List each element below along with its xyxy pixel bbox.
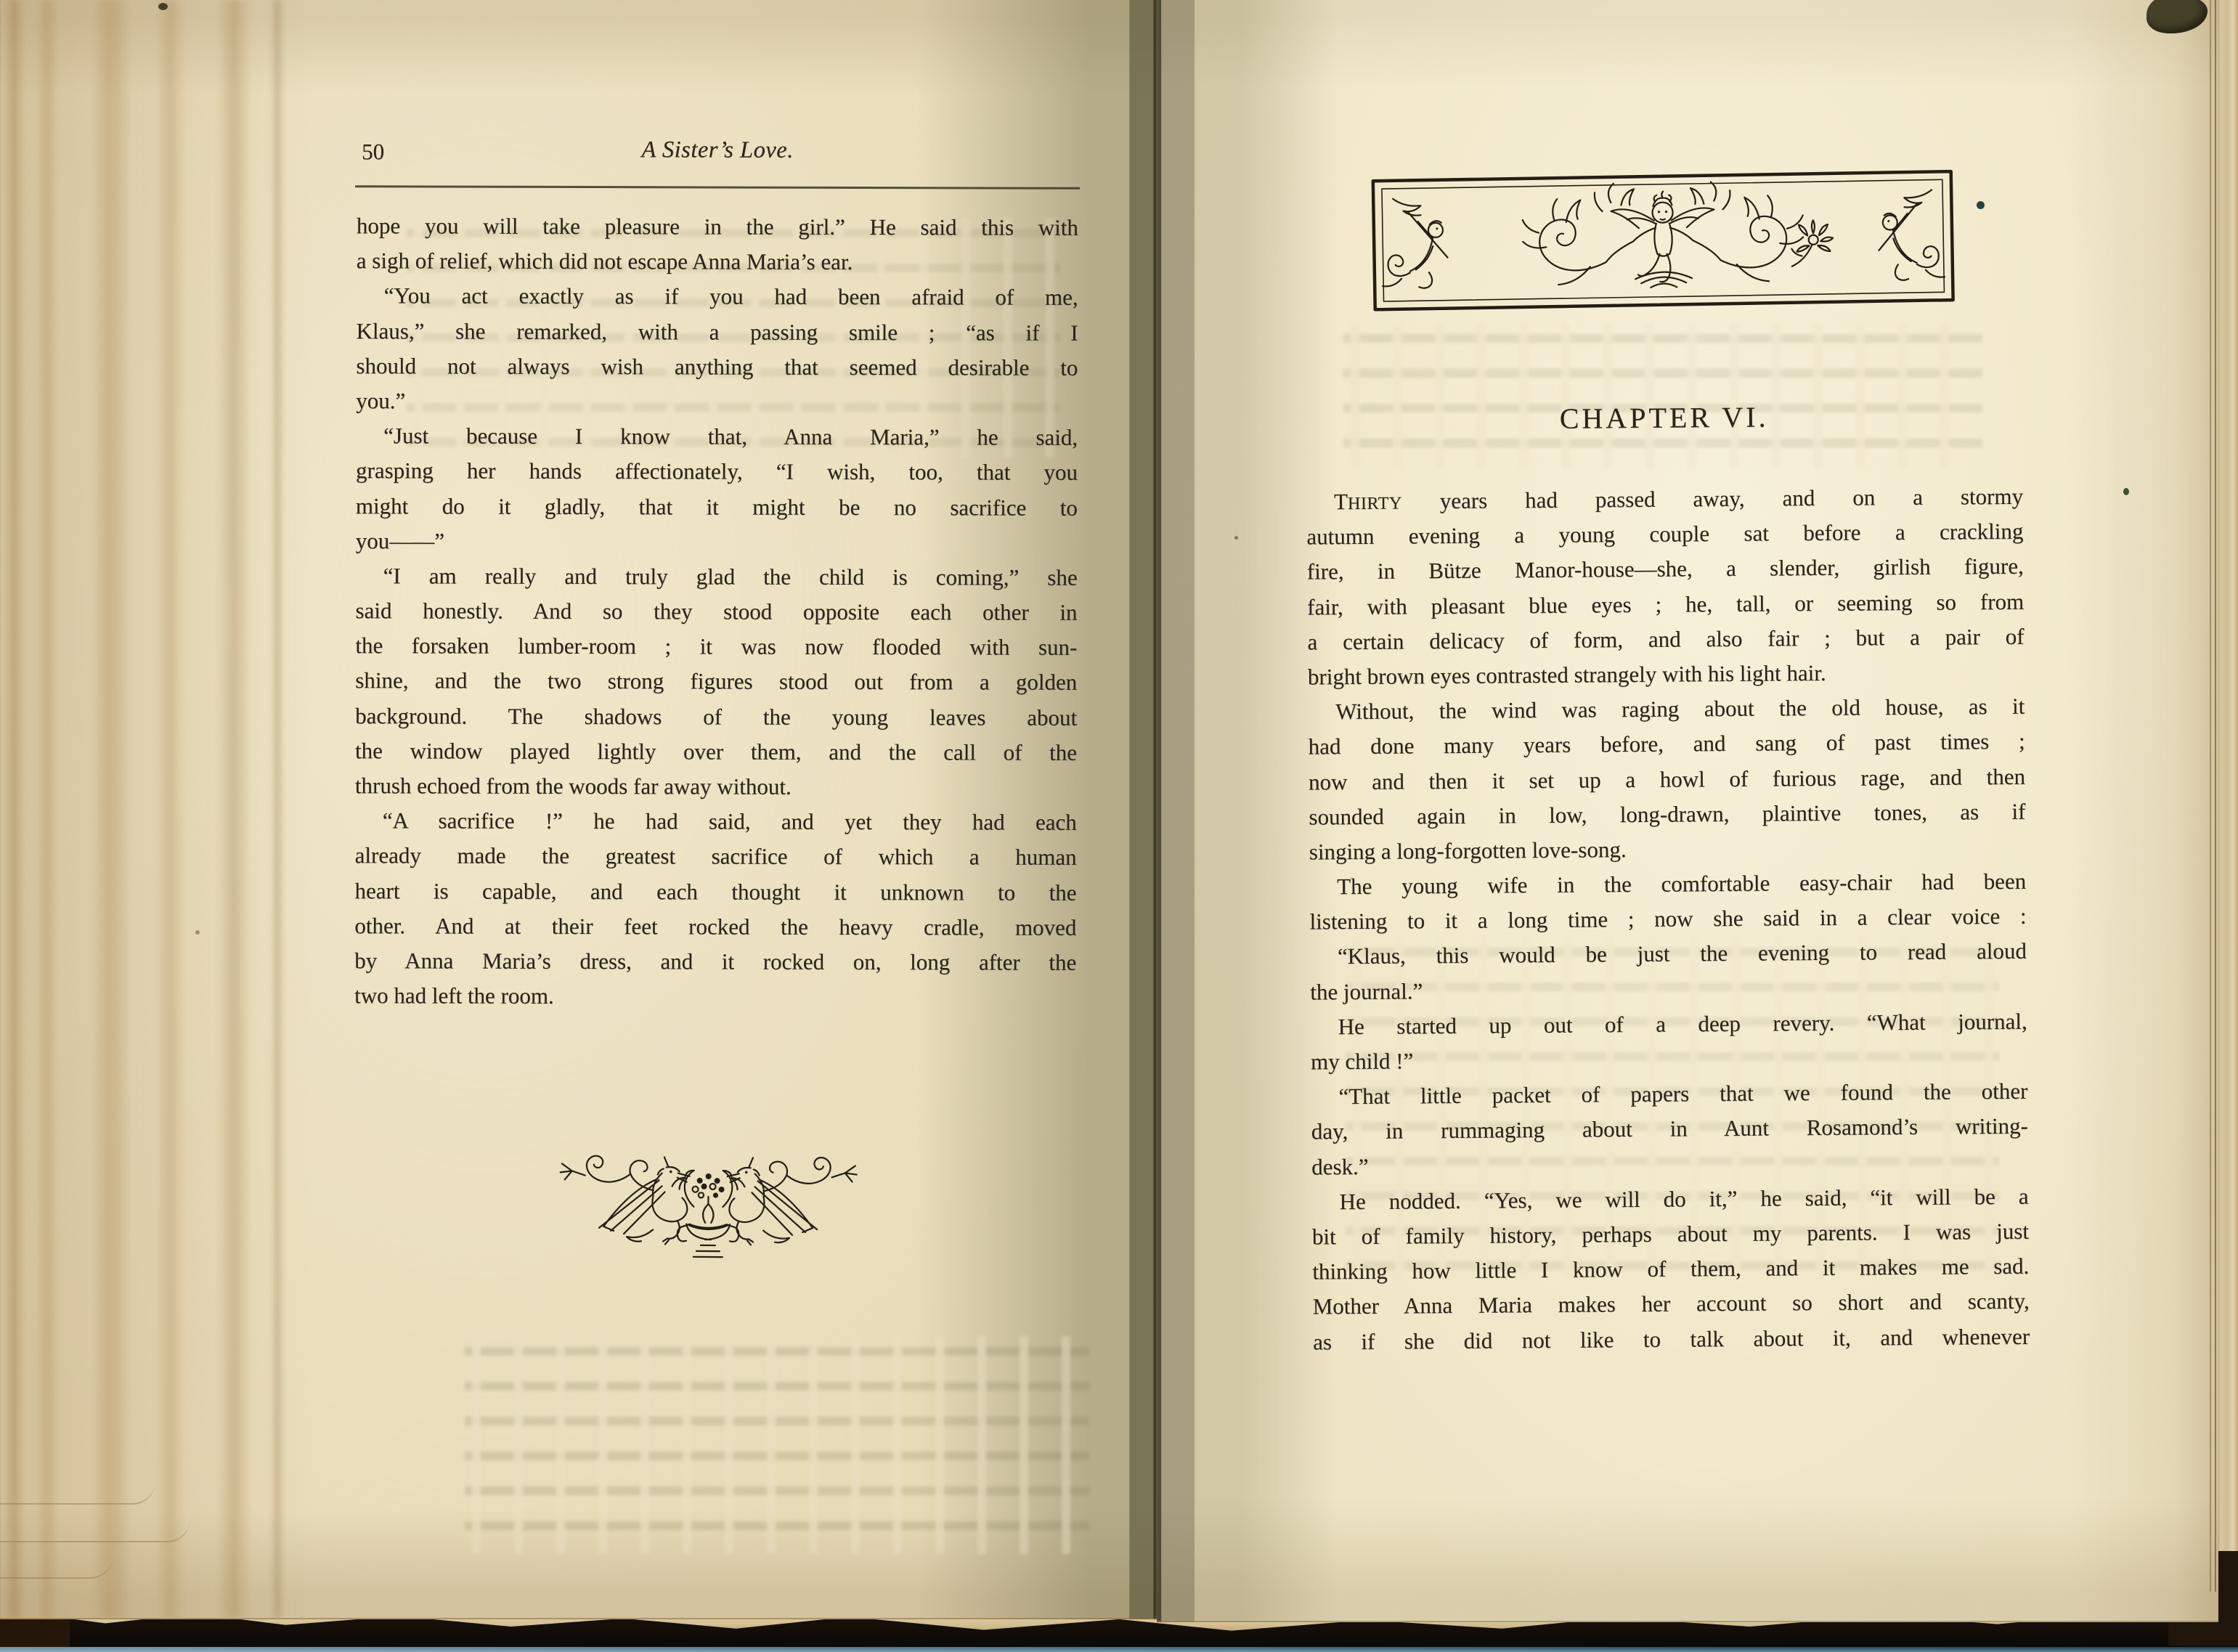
right-page (1157, 0, 2218, 1622)
text-line: said honestly. And so they stood opposite each other in (355, 598, 1078, 625)
page-number: 50 (362, 139, 385, 165)
paper-speck (158, 3, 168, 10)
header-rule (355, 185, 1080, 190)
text-line: “You act exactly as if you had been afraid of me, (383, 282, 1078, 311)
text-line: Klaus,” she remarked, with a passing smile ; “as if I (356, 317, 1078, 346)
text-line: “Klaus, this would be just the evening to read aloud (1337, 938, 2027, 969)
text-line: bright brown eyes contrasted strangely with his light hair. (1307, 659, 1826, 690)
text-line: might do it gladly, that it might be no sacrifice to (355, 492, 1078, 521)
text-line: fire, in Bütze Manor-house—she, a slender, girlish figure, (1306, 553, 2024, 585)
text-line: singing a long-forgotten love-song. (1309, 836, 1627, 865)
text-line: you——” (355, 527, 445, 554)
running-head: A Sister’s Love. (641, 137, 794, 163)
text-line: thrush echoed from the woods far away without. (354, 773, 792, 799)
text-line: “That little packet of papers that we found the other (1338, 1078, 2028, 1110)
text-line: sounded again in low, long-drawn, plaintive tones, as if (1309, 798, 2026, 830)
chapter-heading: CHAPTER VI. (1559, 400, 1769, 435)
paper-speck (1234, 536, 1238, 540)
fore-edge-pages (2217, 0, 2238, 1632)
text-line: my child !” (1310, 1048, 1414, 1075)
text-line: bit of family history, perhaps about my parents. I was just (1311, 1218, 2030, 1250)
text-line: the window played lightly over them, and the call of the (354, 738, 1078, 765)
text-line: Mother Anna Maria makes her account so short and scanty, (1312, 1288, 2030, 1319)
text-line: already made the greatest sacrifice of which a human (354, 842, 1077, 871)
text-line: a sigh of relief, which did not escape Anna Maria’s ear. (356, 248, 853, 275)
text-line: background. The shadows of the young leaves about (355, 702, 1078, 731)
text-line: He nodded. “Yes, we will do it,” he said, “it will be a (1339, 1183, 2029, 1214)
text-line: grasping her hands affectionately, “I wish, too, that you (356, 457, 1078, 486)
paper-speck (1977, 201, 1985, 209)
text-line: “A sacrifice !” he had said, and yet they had each (382, 807, 1077, 835)
text-line: “I am really and truly glad the child is coming,” she (383, 563, 1078, 590)
text-line: day, in rummaging about in Aunt Rosamond’s writing- (1311, 1113, 2028, 1144)
text-line: as if she did not like to talk about it, and whenever (1312, 1323, 2030, 1355)
left-page-text (354, 208, 1078, 1015)
text-line: two had left the room. (354, 982, 554, 1009)
text-line: autumn evening a young couple sat before a crackling (1306, 518, 2024, 550)
text-line: The young wife in the comfortable easy-chair had been (1337, 868, 2027, 900)
text-line: should not always wish anything that seemed desirable to (356, 352, 1078, 381)
text-line: had done many years before, and sang of past times ; (1308, 728, 2025, 760)
text-line: by Anna Maria’s dress, and it rocked on, long after the (354, 948, 1077, 975)
text-line: He started up out of a deep revery. “What journal, (1338, 1008, 2027, 1040)
text-line: THIRTY years had passed away, and on a stormy (1333, 483, 2024, 515)
headpiece-engraving (1371, 168, 1956, 313)
text-line: the forsaken lumber-room ; it was now flooded with sun- (355, 632, 1078, 661)
text-line: the journal.” (1310, 977, 1423, 1005)
paper-speck (195, 930, 200, 935)
right-page-text (1306, 479, 2030, 1359)
text-line: Without, the wind was raging about the old house, as it (1335, 693, 2025, 725)
text-line: you.” (356, 388, 406, 414)
text-line: thinking how little I know of them, and it makes me sad. (1312, 1253, 2030, 1285)
text-line: desk.” (1311, 1153, 1369, 1180)
tailpiece-ornament (544, 1141, 873, 1266)
text-line: “Just because I know that, Anna Maria,” he said, (383, 423, 1078, 450)
paper-speck (2123, 488, 2129, 495)
text-line: heart is capable, and each thought it unknown to the (354, 877, 1077, 906)
text-line: a certain delicacy of form, and also fair ; but a pair of (1307, 623, 2025, 655)
text-line: now and then it set up a howl of furious rage, and then (1308, 763, 2026, 795)
text-line: listening to it a long time ; now she said in a clear voice : (1309, 903, 2027, 935)
text-line: fair, with pleasant blue eyes ; he, tall, or seeming so from (1307, 588, 2025, 620)
text-line: shine, and the two strong figures stood out from a golden (355, 667, 1078, 696)
text-line: other. And at their feet rocked the heavy cradle, moved (354, 912, 1077, 940)
text-line: hope you will take pleasure in the girl.” He said this with (356, 213, 1078, 240)
